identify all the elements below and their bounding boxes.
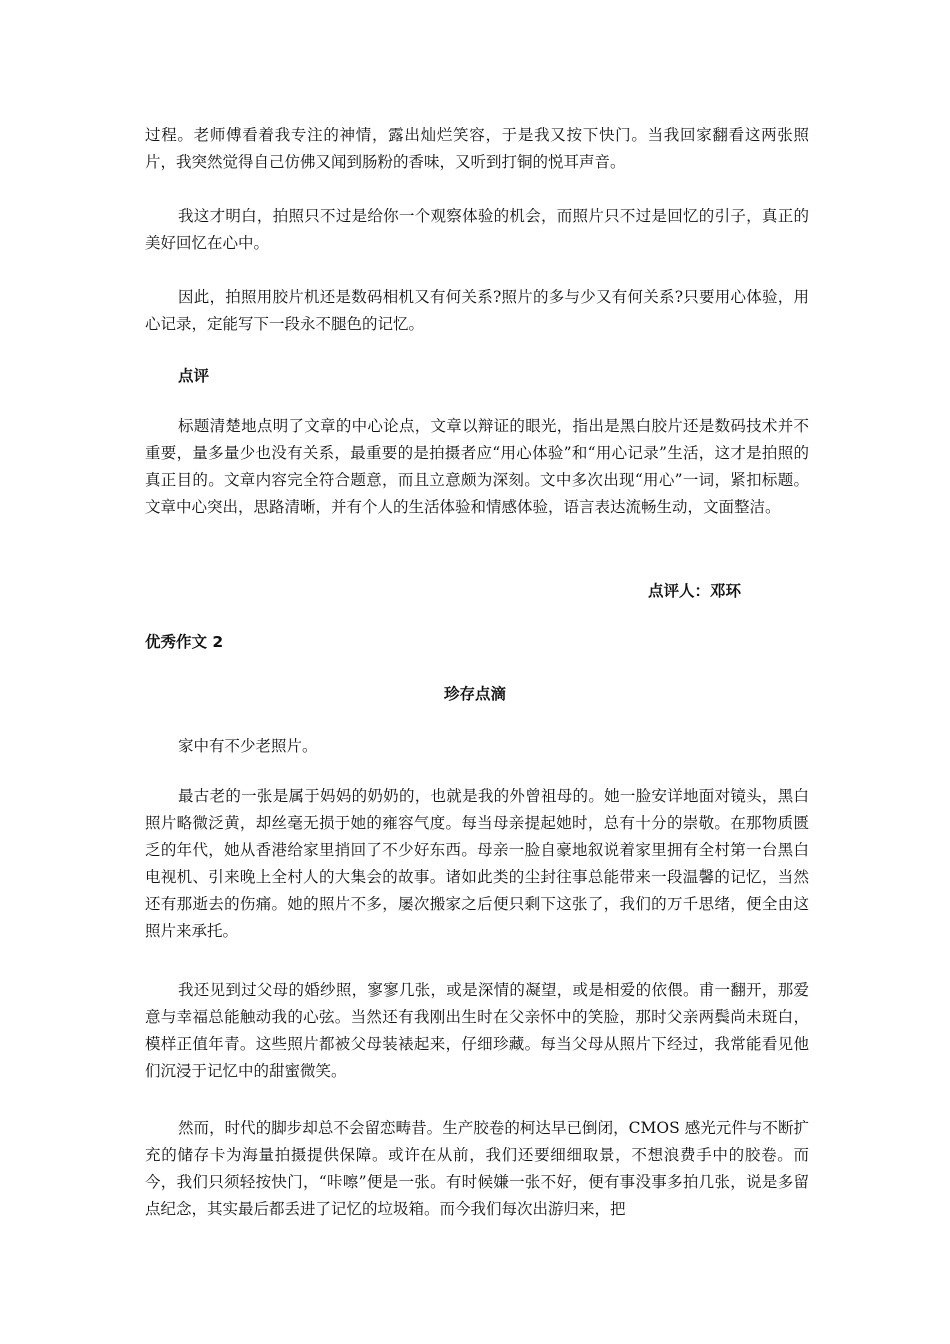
paragraph: 我这才明白，拍照只不过是给你一个观察体验的机会，而照片只不过是回忆的引子，真正的美好回忆在心中。: [145, 207, 809, 252]
review-heading: 点评: [178, 367, 210, 385]
paragraph: 我还见到过父母的婚纱照，寥寥几张，或是深情的凝望，或是相爱的依偎。甫一翻开，那爱意与幸福总能触动我的心弦。当然还有我刚出生时在父亲怀中的笑脸，那时父亲两鬓尚未斑白，模样正值年青。这些照片都被父母装裱起来，仔细珍藏。每当父母从照片下经过，我常能看见他们沉浸于记忆中的甜蜜微笑。: [145, 981, 809, 1080]
paragraph: 然而，时代的脚步却总不会留恋畴昔。生产胶卷的柯达早已倒闭，CMOS 感光元件与不断扩充的储存卡为海量拍摄提供保障。或许在从前，我们还要细细取景，不想浪费手中的胶卷。而今，我们只须轻按快门，“咔嚓”便是一张。有时候嫌一张不好，便有事没事多拍几张，说是多留点纪念，其实最后都丢进了记忆的垃圾箱。而今我们每次出游归来，把: [145, 1119, 809, 1218]
paragraph: 家中有不少老照片。: [178, 737, 318, 755]
reviewer-signature: 点评人：邓环: [648, 582, 742, 600]
paragraph: 最古老的一张是属于妈妈的奶奶的，也就是我的外曾祖母的。她一脸安详地面对镜头，黑白照片略微泛黄，却丝毫无损于她的雍容气度。每当母亲提起她时，总有十分的崇敬。在那物质匮乏的年代，她从香港给家里捎回了不少好东西。母亲一脸自豪地叙说着家里拥有全村第一台黑白电视机、引来晚上全村人的大集会的故事。诸如此类的尘封往事总能带来一段温馨的记忆，当然还有那逝去的伤痛。她的照片不多，屡次搬家之后便只剩下这张了，我们的万千思绪，便全由这照片来承托。: [145, 787, 809, 940]
section-title: 优秀作文 2: [145, 633, 224, 651]
paragraph: 因此，拍照用胶片机还是数码相机又有何关系?照片的多与少又有何关系?只要用心体验，用心记录，定能写下一段永不腿色的记忆。: [145, 288, 809, 333]
review-body: 标题清楚地点明了文章的中心论点，文章以辩证的眼光，指出是黑白胶片还是数码技术并不重要，量多量少也没有关系，最重要的是拍摄者应“用心体验”和“用心记录”生活，这才是拍照的真正目的。文章内容完全符合题意，而且立意颇为深刻。文中多次出现“用心”一词，紧扣标题。文章中心突出，思路清晰，并有个人的生活体验和情感体验，语言表达流畅生动，文面整洁。: [145, 417, 809, 516]
essay-title: 珍存点滴: [443, 685, 506, 703]
paragraph: 过程。老师傅看着我专注的神情，露出灿烂笑容，于是我又按下快门。当我回家翻看这两张照片，我突然觉得自己仿佛又闻到肠粉的香味，又听到打铜的悦耳声音。: [145, 126, 809, 171]
